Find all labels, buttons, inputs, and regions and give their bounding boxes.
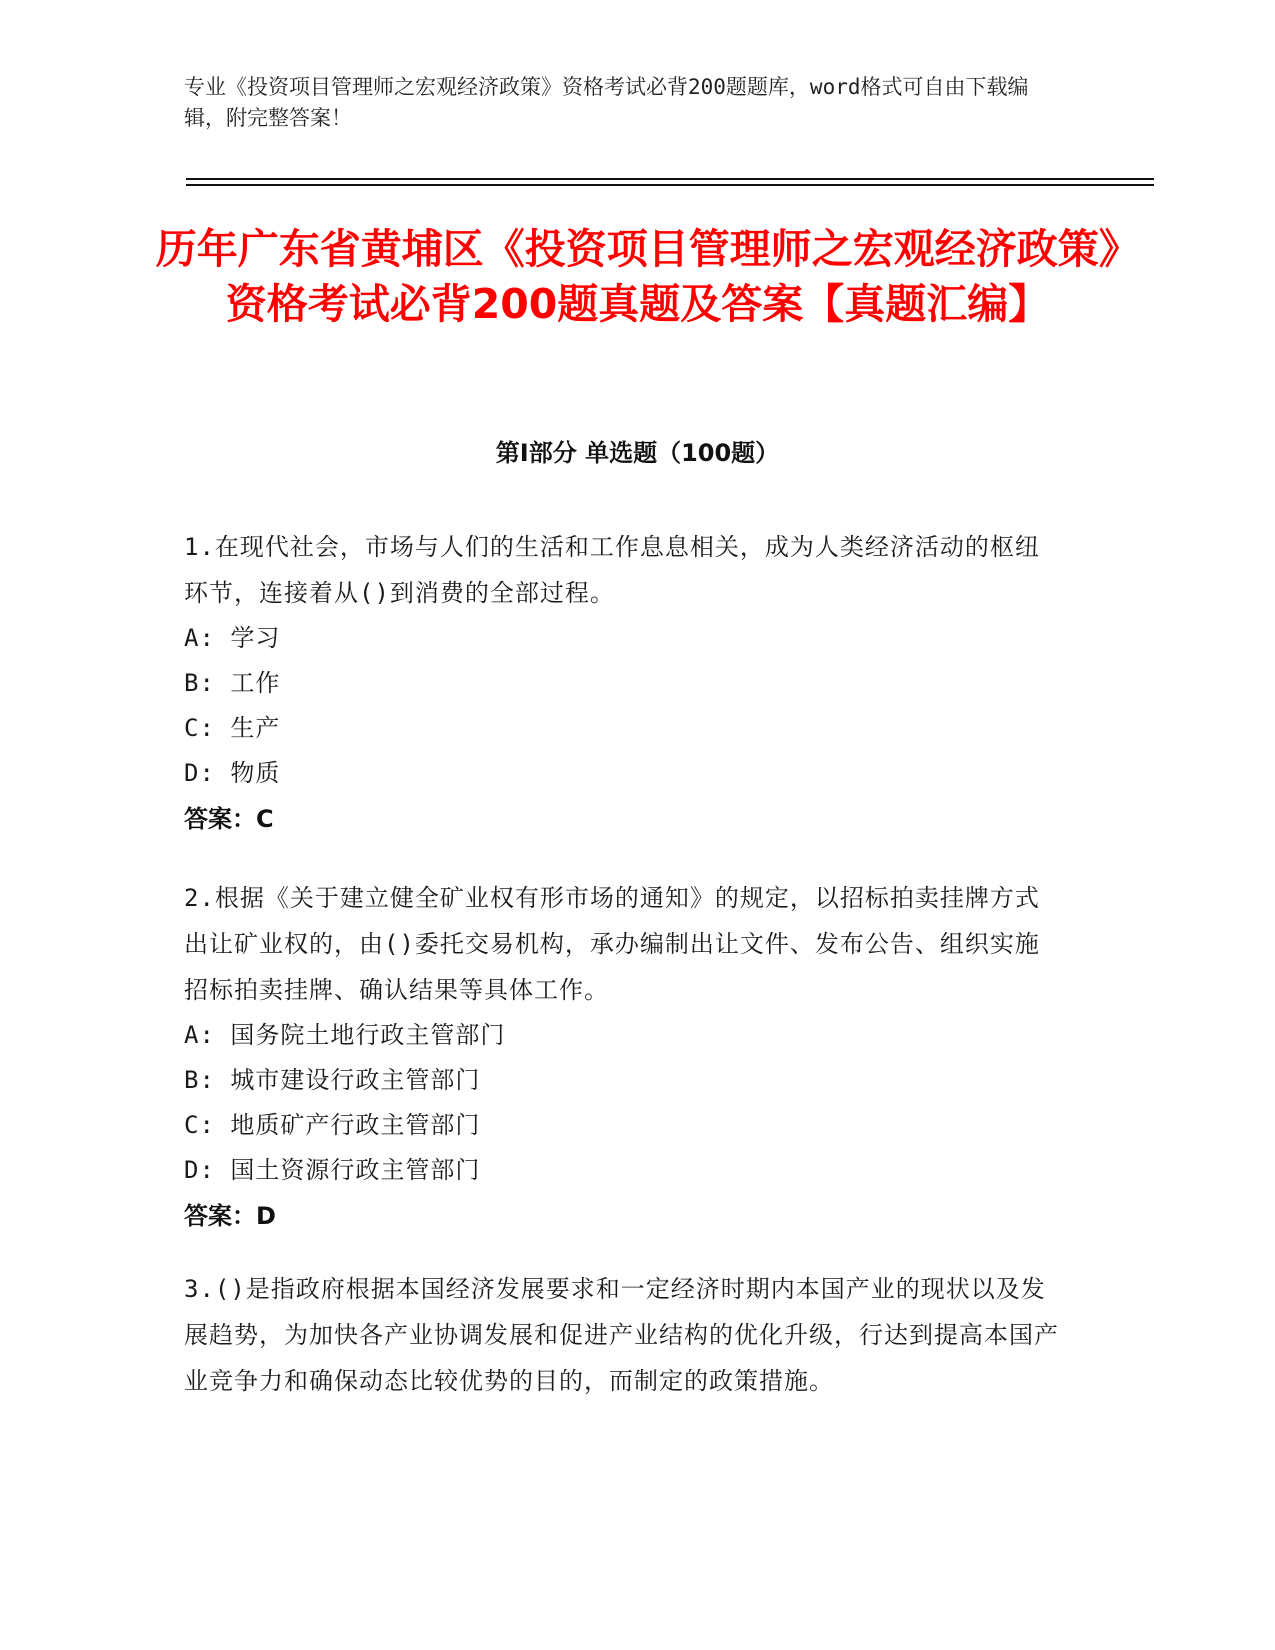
question-stem: 2.根据《关于建立健全矿业权有形市场的通知》的规定，以招标拍卖挂牌方式出让矿业权的，由()委托交易机构，承办编制出让文件、发布公告、组织实施招标拍卖挂牌、确认结果等具体工作。: [184, 884, 1040, 1004]
option-a: A: 学习: [184, 624, 281, 652]
option-c: C: 生产: [184, 714, 281, 742]
option-b: B: 城市建设行政主管部门: [184, 1066, 481, 1094]
option-a: A: 国务院土地行政主管部门: [184, 1021, 506, 1049]
header-divider-top: [186, 178, 1154, 180]
question-stem: 1.在现代社会，市场与人们的生活和工作息息相关，成为人类经济活动的枢纽环节，连接着从()到消费的全部过程。: [184, 533, 1040, 607]
answer: 答案：C: [184, 805, 274, 833]
section-title: 第Ⅰ部分 单选题（100题）: [495, 439, 780, 467]
option-c: C: 地质矿产行政主管部门: [184, 1111, 481, 1139]
question-1: [184, 524, 1064, 842]
header-note: 专业《投资项目管理师之宏观经济政策》资格考试必背200题题库，word格式可自由下载编辑，附完整答案！: [184, 75, 1029, 130]
option-d: D: 国土资源行政主管部门: [184, 1156, 481, 1184]
answer: 答案：D: [184, 1202, 276, 1230]
question-3: [184, 1266, 1064, 1404]
question-2: [184, 875, 1064, 1239]
document-title: 历年广东省黄埔区《投资项目管理师之宏观经济政策》资格考试必背200题真题及答案【真题汇编】: [155, 225, 1120, 328]
option-b: B: 工作: [184, 669, 281, 697]
option-d: D: 物质: [184, 759, 281, 787]
header-divider-bottom: [186, 184, 1154, 186]
question-stem: 3.()是指政府根据本国经济发展要求和一定经济时期内本国产业的现状以及发展趋势，为加快各产业协调发展和促进产业结构的优化升级，行达到提高本国产业竞争力和确保动态比较优势的目的，而制定的政策措施。: [184, 1275, 1059, 1395]
